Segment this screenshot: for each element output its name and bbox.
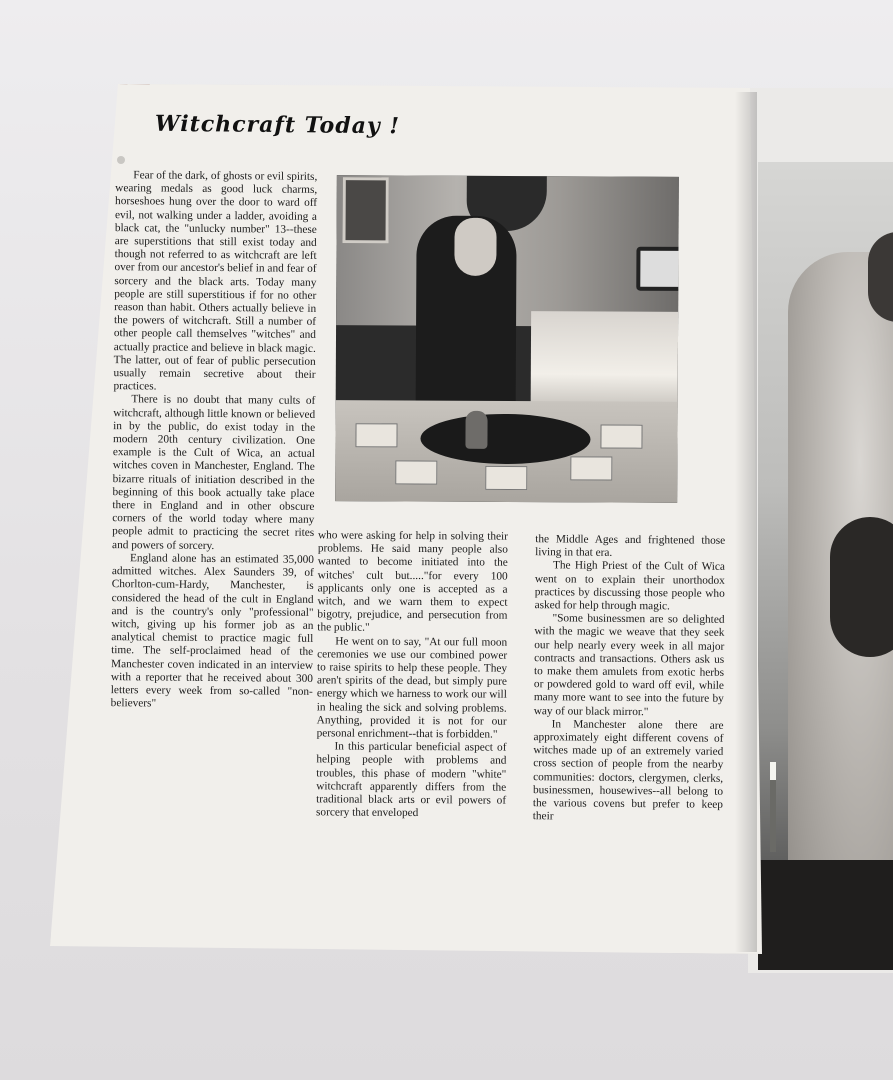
article-column-3 <box>533 533 726 825</box>
paragraph: the Middle Ages and frightened those living in that era. <box>535 533 726 560</box>
photo-television <box>636 247 679 291</box>
paragraph: England alone has an estimated 35,000 admitted witches. Alex Saunders 39, of Chorlton-cum-Hardy, Manchester, is considered the head of the cult in England and is the country's only "professional" witch, giving up his former job as an analytical chemist to practice magic full time. The self-proclaimed head of the Manchester coven indicated in an interview with a reporter that he received about 300 letters every week from so-called "non-believers" <box>110 552 315 710</box>
photo-floor-cloth <box>758 860 893 970</box>
paragraph: He went on to say, "At our full moon ceremonies we use our combined power to raise spirits to help these people. They aren't spirits of the dead, but simply pure energy which we harness to work our will in healing the sick and solving problems. Anything, provided it is not for our personal enrichment--that is forbidden." <box>316 635 508 741</box>
photo-card <box>600 424 642 448</box>
photo-card <box>570 456 612 480</box>
paragraph: Fear of the dark, of ghosts or evil spirits, wearing medals as good luck charms, horseshoes hung over the door to ward off evil, not walking under a ladder, avoiding a black cat, the "unlucky number" 13--these are superstitions that still exist today and though not referred to as witchcraft are left over from our ancestor's belief in and fear of sorcery and the black arts. Today many people are still superstitious if for no other reason than habit. Others actually believe in the powers of witchcraft. Still a number of other people call themselves "witches" and actually practice and believe in black magic. The latter, out of fear of public persecution usually remain secretive about their practices. <box>113 169 318 393</box>
photo-card <box>395 460 437 484</box>
right-page-photo <box>758 162 893 970</box>
photo-card <box>355 423 397 447</box>
paragraph: The High Priest of the Cult of Wica went on to explain their unorthodox practices by discussing those people who asked for help through magic. <box>534 559 726 613</box>
paragraph: "Some businessmen are so delighted with the magic we weave that they seek our help nearly every week in all major contracts and transactions. Others ask us to make them amulets from exotic herbs or powdered gold to ward off evil, while many more want to see into the future by way of our black mirror." <box>533 612 725 718</box>
candle <box>770 762 776 852</box>
paragraph: In this particular beneficial aspect of helping people with problems and troubles, this phase of modern "white" witchcraft apparently differs from the traditional black arts or evil powers of sorcery that enveloped <box>315 740 507 820</box>
photo-card <box>485 466 527 490</box>
photo-man-face <box>454 218 496 276</box>
paragraph: In Manchester alone there are approximately eight different covens of witches made up of an extremely varied cross section of people from the nearby communities: doctors, clergymen, clerks, businessmen, housewives--all belong to the various covens but prefer to keep their <box>532 718 724 823</box>
photo-bell <box>465 411 487 449</box>
paragraph: who were asking for help in solving their problems. He said many people also wanted to become initiated into the witches' cult but....."for every 100 applicants only one is accepted as a witch, and we warn them to expect bigotry, prejudice, and persecution from the public." <box>317 529 509 635</box>
photo-ritual-circle <box>420 414 590 465</box>
article-column-1 <box>111 169 318 712</box>
punch-hole <box>117 156 125 164</box>
article-title: Witchcraft Today ! <box>154 110 401 140</box>
photo-picture-frame <box>342 177 388 243</box>
article-photo <box>335 175 679 503</box>
gutter-shadow <box>735 92 757 952</box>
paragraph: There is no doubt that many cults of witchcraft, although little known or believed in by the public, do exist today in the modern 20th century civilization. One example is the Cult of Wica, an actual witches coven in Manchester, England. The bizarre rituals of initiation described in the beginning of this book actually take place there in England and in other obscure corners of the world today where many people admit to practicing the secret rites and powers of sorcery. <box>112 393 316 552</box>
photo-dark-object <box>830 517 893 657</box>
article-column-2 <box>316 529 508 821</box>
